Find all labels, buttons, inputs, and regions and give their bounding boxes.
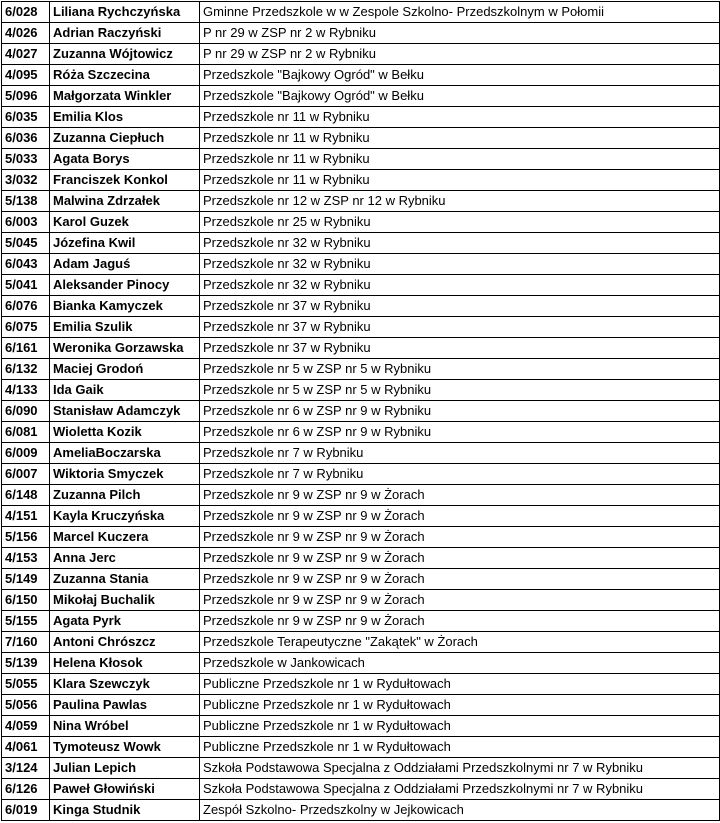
- code-cell: 4/151: [2, 506, 50, 527]
- name-cell: Helena Kłosok: [50, 653, 200, 674]
- table-row: [2, 569, 720, 590]
- code-cell: 5/155: [2, 611, 50, 632]
- table-row: [2, 212, 720, 233]
- table-row: [2, 464, 720, 485]
- school-cell: Przedszkole nr 9 w ZSP nr 9 w Żorach: [200, 506, 720, 527]
- code-cell: 4/061: [2, 737, 50, 758]
- name-cell: Kayla Kruczyńska: [50, 506, 200, 527]
- school-cell: P nr 29 w ZSP nr 2 w Rybniku: [200, 44, 720, 65]
- code-cell: 6/003: [2, 212, 50, 233]
- table-row: [2, 275, 720, 296]
- table-row: [2, 359, 720, 380]
- code-cell: 6/075: [2, 317, 50, 338]
- school-cell: Przedszkole "Bajkowy Ogród" w Bełku: [200, 65, 720, 86]
- name-cell: Małgorzata Winkler: [50, 86, 200, 107]
- name-cell: Antoni Chrószcz: [50, 632, 200, 653]
- table-row: [2, 590, 720, 611]
- code-cell: 5/041: [2, 275, 50, 296]
- name-cell: Liliana Rychczyńska: [50, 2, 200, 23]
- results-table: [1, 1, 720, 821]
- code-cell: 6/150: [2, 590, 50, 611]
- table-row: [2, 338, 720, 359]
- name-cell: Karol Guzek: [50, 212, 200, 233]
- name-cell: Agata Borys: [50, 149, 200, 170]
- code-cell: 5/156: [2, 527, 50, 548]
- code-cell: 6/036: [2, 128, 50, 149]
- code-cell: 6/043: [2, 254, 50, 275]
- name-cell: Paulina Pawlas: [50, 695, 200, 716]
- code-cell: 3/032: [2, 170, 50, 191]
- table-row: [2, 23, 720, 44]
- code-cell: 5/139: [2, 653, 50, 674]
- school-cell: Przedszkole nr 32 w Rybniku: [200, 233, 720, 254]
- table-row: [2, 401, 720, 422]
- code-cell: 4/133: [2, 380, 50, 401]
- school-cell: Szkoła Podstawowa Specjalna z Oddziałami Przedszkolnymi nr 7 w Rybniku: [200, 779, 720, 800]
- table-row: [2, 443, 720, 464]
- name-cell: Józefina Kwil: [50, 233, 200, 254]
- table-row: [2, 716, 720, 737]
- code-cell: 5/033: [2, 149, 50, 170]
- school-cell: Przedszkole nr 7 w Rybniku: [200, 464, 720, 485]
- name-cell: Kinga Studnik: [50, 800, 200, 821]
- school-cell: Przedszkole nr 9 w ZSP nr 9 w Żorach: [200, 527, 720, 548]
- table-row: [2, 800, 720, 821]
- table-row: [2, 65, 720, 86]
- table-row: [2, 191, 720, 212]
- school-cell: Przedszkole nr 32 w Rybniku: [200, 254, 720, 275]
- code-cell: 5/045: [2, 233, 50, 254]
- table-row: [2, 86, 720, 107]
- school-cell: Przedszkole nr 7 w Rybniku: [200, 443, 720, 464]
- table-row: [2, 779, 720, 800]
- school-cell: Gminne Przedszkole w w Zespole Szkolno- Przedszkolnym w Połomii: [200, 2, 720, 23]
- name-cell: Emilia Szulik: [50, 317, 200, 338]
- name-cell: Emilia Klos: [50, 107, 200, 128]
- table-row: [2, 674, 720, 695]
- code-cell: 6/035: [2, 107, 50, 128]
- table-row: [2, 44, 720, 65]
- code-cell: 6/126: [2, 779, 50, 800]
- name-cell: Anna Jerc: [50, 548, 200, 569]
- school-cell: Przedszkole nr 9 w ZSP nr 9 w Żorach: [200, 548, 720, 569]
- name-cell: Adrian Raczyński: [50, 23, 200, 44]
- name-cell: Zuzanna Pilch: [50, 485, 200, 506]
- name-cell: Mikołaj Buchalik: [50, 590, 200, 611]
- school-cell: Przedszkole nr 9 w ZSP nr 9 w Żorach: [200, 485, 720, 506]
- code-cell: 6/161: [2, 338, 50, 359]
- school-cell: Przedszkole nr 37 w Rybniku: [200, 317, 720, 338]
- table-row: [2, 380, 720, 401]
- table-row: [2, 548, 720, 569]
- school-cell: Publiczne Przedszkole nr 1 w Rydułtowach: [200, 737, 720, 758]
- code-cell: 6/090: [2, 401, 50, 422]
- table-row: [2, 170, 720, 191]
- table-row: [2, 632, 720, 653]
- name-cell: Paweł Głowiński: [50, 779, 200, 800]
- table-row: [2, 506, 720, 527]
- school-cell: Przedszkole Terapeutyczne "Zakątek" w Żorach: [200, 632, 720, 653]
- name-cell: Ida Gaik: [50, 380, 200, 401]
- school-cell: Przedszkole nr 12 w ZSP nr 12 w Rybniku: [200, 191, 720, 212]
- code-cell: 4/026: [2, 23, 50, 44]
- name-cell: Franciszek Konkol: [50, 170, 200, 191]
- school-cell: Przedszkole nr 11 w Rybniku: [200, 170, 720, 191]
- table-row: [2, 128, 720, 149]
- school-cell: Przedszkole nr 9 w ZSP nr 9 w Żorach: [200, 569, 720, 590]
- school-cell: Przedszkole nr 9 w ZSP nr 9 w Żorach: [200, 611, 720, 632]
- name-cell: Zuzanna Stania: [50, 569, 200, 590]
- table-row: [2, 653, 720, 674]
- table-row: [2, 611, 720, 632]
- code-cell: 6/076: [2, 296, 50, 317]
- name-cell: Bianka Kamyczek: [50, 296, 200, 317]
- school-cell: Przedszkole nr 6 w ZSP nr 9 w Rybniku: [200, 422, 720, 443]
- code-cell: 5/055: [2, 674, 50, 695]
- code-cell: 6/007: [2, 464, 50, 485]
- table-row: [2, 233, 720, 254]
- name-cell: Wiktoria Smyczek: [50, 464, 200, 485]
- table-row: [2, 527, 720, 548]
- school-cell: Przedszkole nr 25 w Rybniku: [200, 212, 720, 233]
- name-cell: Aleksander Pinocy: [50, 275, 200, 296]
- school-cell: Przedszkole nr 5 w ZSP nr 5 w Rybniku: [200, 359, 720, 380]
- name-cell: Zuzanna Ciepłuch: [50, 128, 200, 149]
- code-cell: 4/059: [2, 716, 50, 737]
- name-cell: Tymoteusz Wowk: [50, 737, 200, 758]
- school-cell: P nr 29 w ZSP nr 2 w Rybniku: [200, 23, 720, 44]
- name-cell: Maciej Grodoń: [50, 359, 200, 380]
- code-cell: 4/027: [2, 44, 50, 65]
- table-row: [2, 107, 720, 128]
- name-cell: Nina Wróbel: [50, 716, 200, 737]
- name-cell: Stanisław Adamczyk: [50, 401, 200, 422]
- code-cell: 6/081: [2, 422, 50, 443]
- name-cell: Adam Jaguś: [50, 254, 200, 275]
- table-row: [2, 149, 720, 170]
- school-cell: Przedszkole nr 11 w Rybniku: [200, 107, 720, 128]
- school-cell: Przedszkole w Jankowicach: [200, 653, 720, 674]
- school-cell: Publiczne Przedszkole nr 1 w Rydułtowach: [200, 716, 720, 737]
- school-cell: Przedszkole nr 37 w Rybniku: [200, 296, 720, 317]
- table-body: [2, 2, 720, 821]
- school-cell: Przedszkole nr 37 w Rybniku: [200, 338, 720, 359]
- code-cell: 5/149: [2, 569, 50, 590]
- school-cell: Przedszkole nr 32 w Rybniku: [200, 275, 720, 296]
- name-cell: Klara Szewczyk: [50, 674, 200, 695]
- school-cell: Przedszkole nr 11 w Rybniku: [200, 128, 720, 149]
- school-cell: Przedszkole nr 11 w Rybniku: [200, 149, 720, 170]
- code-cell: 4/153: [2, 548, 50, 569]
- table-row: [2, 737, 720, 758]
- school-cell: Publiczne Przedszkole nr 1 w Rydułtowach: [200, 695, 720, 716]
- code-cell: 4/095: [2, 65, 50, 86]
- table-row: [2, 2, 720, 23]
- code-cell: 5/056: [2, 695, 50, 716]
- code-cell: 7/160: [2, 632, 50, 653]
- table-row: [2, 422, 720, 443]
- code-cell: 3/124: [2, 758, 50, 779]
- school-cell: Publiczne Przedszkole nr 1 w Rydułtowach: [200, 674, 720, 695]
- school-cell: Przedszkole "Bajkowy Ogród" w Bełku: [200, 86, 720, 107]
- code-cell: 5/096: [2, 86, 50, 107]
- school-cell: Zespół Szkolno- Przedszkolny w Jejkowicach: [200, 800, 720, 821]
- code-cell: 5/138: [2, 191, 50, 212]
- table-row: [2, 254, 720, 275]
- name-cell: Zuzanna Wójtowicz: [50, 44, 200, 65]
- name-cell: Marcel Kuczera: [50, 527, 200, 548]
- name-cell: Weronika Gorzawska: [50, 338, 200, 359]
- name-cell: Malwina Zdrzałek: [50, 191, 200, 212]
- table-row: [2, 317, 720, 338]
- name-cell: AmeliaBoczarska: [50, 443, 200, 464]
- table-row: [2, 485, 720, 506]
- table-row: [2, 695, 720, 716]
- code-cell: 6/148: [2, 485, 50, 506]
- school-cell: Przedszkole nr 9 w ZSP nr 9 w Żorach: [200, 590, 720, 611]
- code-cell: 6/019: [2, 800, 50, 821]
- school-cell: Przedszkole nr 5 w ZSP nr 5 w Rybniku: [200, 380, 720, 401]
- name-cell: Agata Pyrk: [50, 611, 200, 632]
- code-cell: 6/028: [2, 2, 50, 23]
- name-cell: Róża Szczecina: [50, 65, 200, 86]
- table-row: [2, 296, 720, 317]
- code-cell: 6/009: [2, 443, 50, 464]
- table-row: [2, 758, 720, 779]
- school-cell: Przedszkole nr 6 w ZSP nr 9 w Rybniku: [200, 401, 720, 422]
- name-cell: Wioletta Kozik: [50, 422, 200, 443]
- school-cell: Szkoła Podstawowa Specjalna z Oddziałami Przedszkolnymi nr 7 w Rybniku: [200, 758, 720, 779]
- name-cell: Julian Lepich: [50, 758, 200, 779]
- code-cell: 6/132: [2, 359, 50, 380]
